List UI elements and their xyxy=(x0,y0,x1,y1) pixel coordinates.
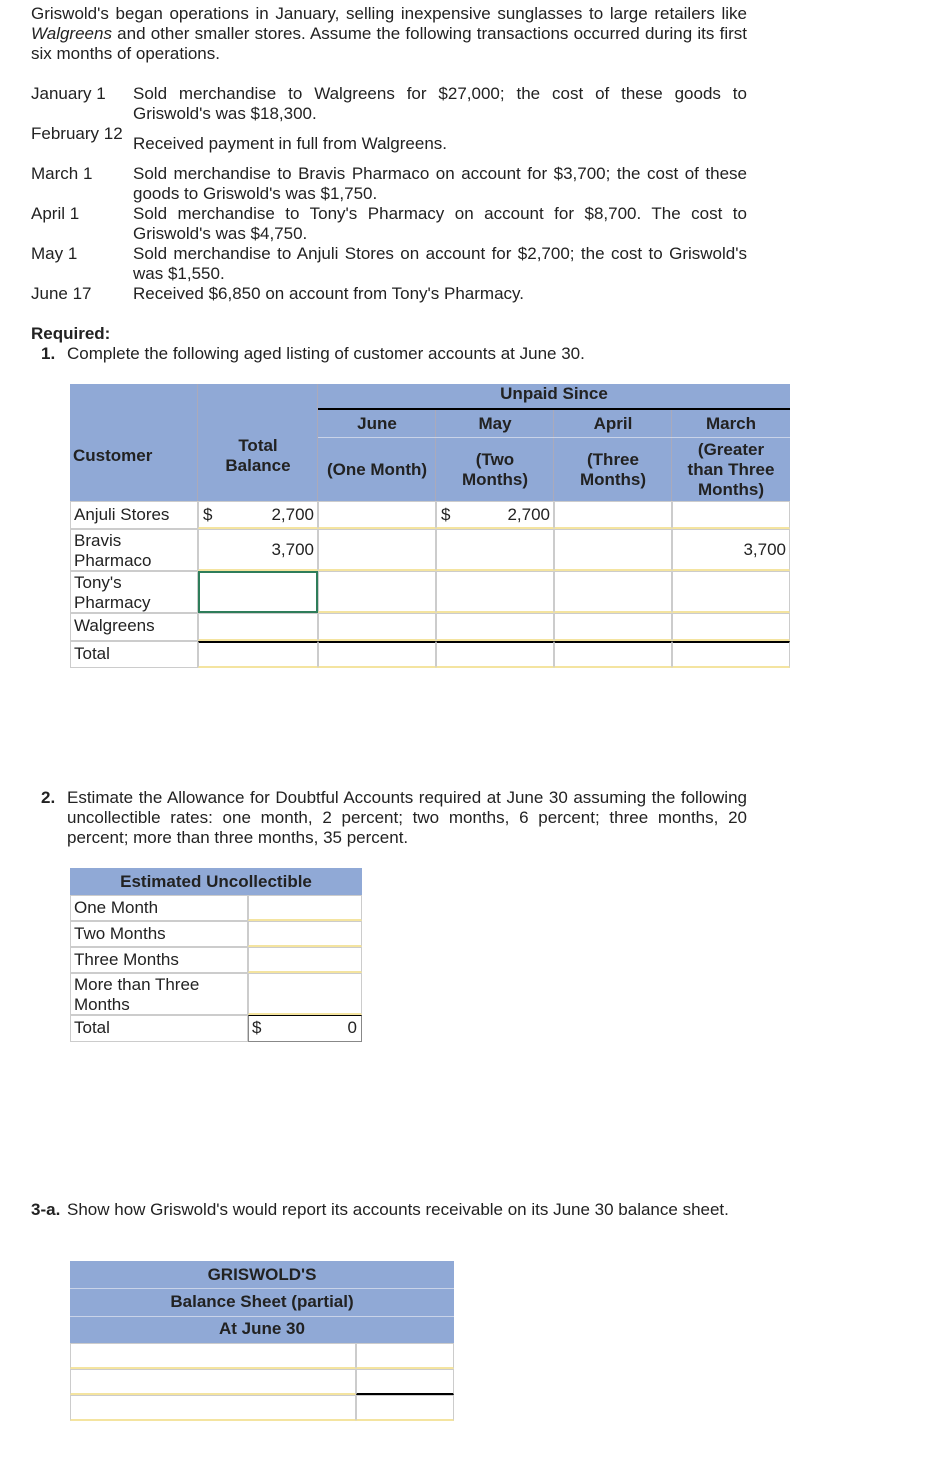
april-input-anjuli[interactable] xyxy=(554,501,672,529)
transaction-text: Received payment in full from Walgreens. xyxy=(133,134,448,153)
table-row-customer: Anjuli Stores xyxy=(70,501,198,529)
desc-line: (Greater xyxy=(697,440,765,459)
customer-line: Tony's xyxy=(74,573,122,592)
june-input-total[interactable] xyxy=(318,641,436,668)
month-march: March xyxy=(705,414,757,433)
transaction-date: March 1 xyxy=(31,164,93,183)
question-text: Show how Griswold's would report its accounts receivable on its June 30 balance sheet. xyxy=(67,1200,729,1219)
bs-label-input-2[interactable] xyxy=(70,1369,356,1395)
cell-value: 3,700 xyxy=(743,540,786,559)
may-input-walgreens[interactable] xyxy=(436,613,554,641)
total-input-bravis[interactable] xyxy=(198,529,318,571)
question-text: Estimate the Allowance for Doubtful Accounts required at June 30 assuming the following uncollectible rates: one month, 2 percent; two months, 6 percent; three months, 20 percent; more than three months, 35 percent. xyxy=(67,788,747,847)
bs-label-input-1[interactable] xyxy=(70,1343,356,1369)
intro-text-end: and other smaller stores. Assume the following transactions occurred during its first six months of operations. xyxy=(31,24,747,63)
desc-line: Months) xyxy=(579,470,647,489)
required-heading: Required: xyxy=(31,324,111,343)
customer-header-cell xyxy=(70,384,198,501)
bs-amount-input-2[interactable] xyxy=(356,1369,454,1395)
june-input-walgreens[interactable] xyxy=(318,613,436,641)
more-than-three-input[interactable] xyxy=(248,973,362,1015)
question-3a xyxy=(31,1200,747,1220)
june-desc: (One Month) xyxy=(326,460,428,479)
may-input-bravis[interactable] xyxy=(436,529,554,571)
desc-line: (Two xyxy=(475,450,515,469)
month-may: May xyxy=(478,414,512,433)
june-input-anjuli[interactable] xyxy=(318,501,436,529)
march-input-tonys[interactable] xyxy=(672,571,790,613)
table-row-total: Total xyxy=(70,641,198,668)
intro-emphasis: Walgreens xyxy=(31,24,112,43)
cell-value: 2,700 xyxy=(271,505,314,524)
month-april: April xyxy=(593,414,633,433)
uncollectible-row-label: Two Months xyxy=(70,921,248,947)
total-input-total[interactable] xyxy=(198,641,318,668)
dollar-sign: $ xyxy=(252,1018,262,1037)
question-2 xyxy=(41,788,747,848)
may-input-total[interactable] xyxy=(436,641,554,668)
question-number: 3-a. xyxy=(31,1200,61,1219)
may-input-tonys[interactable] xyxy=(436,571,554,613)
march-input-walgreens[interactable] xyxy=(672,613,790,641)
desc-line: (Three xyxy=(587,450,639,469)
statement-title: Balance Sheet (partial) xyxy=(70,1289,454,1317)
table-row-customer xyxy=(70,529,198,571)
june-input-tonys[interactable] xyxy=(318,571,436,613)
total-input-walgreens[interactable] xyxy=(198,613,318,641)
intro-text-start: Griswold's began operations in January, selling inexpensive sunglasses to large retailers like xyxy=(31,4,747,23)
transaction-text: Received $6,850 on account from Tony's Pharmacy. xyxy=(133,284,524,303)
transaction-date: June 17 xyxy=(31,284,92,303)
three-months-input[interactable] xyxy=(248,947,362,973)
question-1 xyxy=(41,344,747,364)
total-header-line: Balance xyxy=(225,456,291,475)
dollar-sign: $ xyxy=(441,505,451,524)
april-input-total[interactable] xyxy=(554,641,672,668)
question-text: Complete the following aged listing of customer accounts at June 30. xyxy=(67,344,585,363)
unpaid-since-header: Unpaid Since xyxy=(318,384,790,410)
customer-line: Pharmacy xyxy=(74,593,151,612)
june-input-bravis[interactable] xyxy=(318,529,436,571)
header-divider xyxy=(318,437,790,438)
transaction-text: Sold merchandise to Bravis Pharmaco on account for $3,700; the cost of these goods to Griswold's was $1,750. xyxy=(133,164,747,203)
company-name: GRISWOLD'S xyxy=(70,1261,454,1289)
may-desc xyxy=(436,450,554,490)
question-number: 2. xyxy=(41,788,56,807)
uncollectible-row-label: Three Months xyxy=(70,947,248,973)
transaction-date: May 1 xyxy=(31,244,78,263)
customer-line: Bravis xyxy=(74,531,122,550)
transaction-text: Sold merchandise to Walgreens for $27,000; the cost of these goods to Griswold's was $18,300. xyxy=(133,84,747,123)
customer-header: Customer xyxy=(73,446,153,465)
question-number: 1. xyxy=(41,344,56,363)
dollar-sign: $ xyxy=(203,505,213,524)
desc-line: than Three xyxy=(687,460,775,479)
total-input-anjuli[interactable] xyxy=(198,501,318,529)
march-desc xyxy=(672,440,790,500)
two-months-input[interactable] xyxy=(248,921,362,947)
transaction-text: Sold merchandise to Tony's Pharmacy on account for $8,700. The cost to Griswold's was $4,750. xyxy=(133,204,747,243)
march-input-anjuli[interactable] xyxy=(672,501,790,529)
transaction-date: April 1 xyxy=(31,204,80,223)
bs-label-input-3[interactable] xyxy=(70,1395,356,1421)
desc-line: Months) xyxy=(697,480,765,499)
customer-line: Pharmaco xyxy=(74,551,152,570)
cell-value: 3,700 xyxy=(271,540,314,559)
bs-amount-input-3[interactable] xyxy=(356,1395,454,1421)
transaction-date: February 12 xyxy=(31,124,123,143)
transaction-date: January 1 xyxy=(31,84,106,103)
table-row-customer xyxy=(70,571,198,613)
transaction-text: Sold merchandise to Anjuli Stores on account for $2,700; the cost to Griswold's was $1,550. xyxy=(133,244,747,283)
table-row-customer: Walgreens xyxy=(70,613,198,641)
april-input-tonys[interactable] xyxy=(554,571,672,613)
april-input-walgreens[interactable] xyxy=(554,613,672,641)
april-input-bravis[interactable] xyxy=(554,529,672,571)
total-header-line: Total xyxy=(238,436,278,455)
may-input-anjuli[interactable] xyxy=(436,501,554,529)
label-line: Months xyxy=(74,995,130,1014)
uncollectible-total-input[interactable] xyxy=(248,1015,362,1042)
uncollectible-row-total: Total xyxy=(70,1015,248,1042)
march-input-bravis[interactable] xyxy=(672,529,790,571)
march-input-total[interactable] xyxy=(672,641,790,668)
cell-value: 0 xyxy=(347,1018,357,1037)
cell-value: 2,700 xyxy=(507,505,550,524)
one-month-input[interactable] xyxy=(248,895,362,921)
uncollectible-row-label xyxy=(70,973,248,1015)
month-june: June xyxy=(357,414,397,433)
april-desc xyxy=(554,450,672,490)
total-balance-header xyxy=(198,436,318,476)
bs-amount-input-1[interactable] xyxy=(356,1343,454,1369)
intro-paragraph xyxy=(31,4,747,64)
desc-line: Months) xyxy=(461,470,529,489)
uncollectible-row-label: One Month xyxy=(70,895,248,921)
total-input-tonys[interactable] xyxy=(198,571,318,613)
uncollectible-header: Estimated Uncollectible xyxy=(70,868,362,895)
label-line: More than Three xyxy=(74,975,200,994)
statement-date: At June 30 xyxy=(70,1317,454,1343)
